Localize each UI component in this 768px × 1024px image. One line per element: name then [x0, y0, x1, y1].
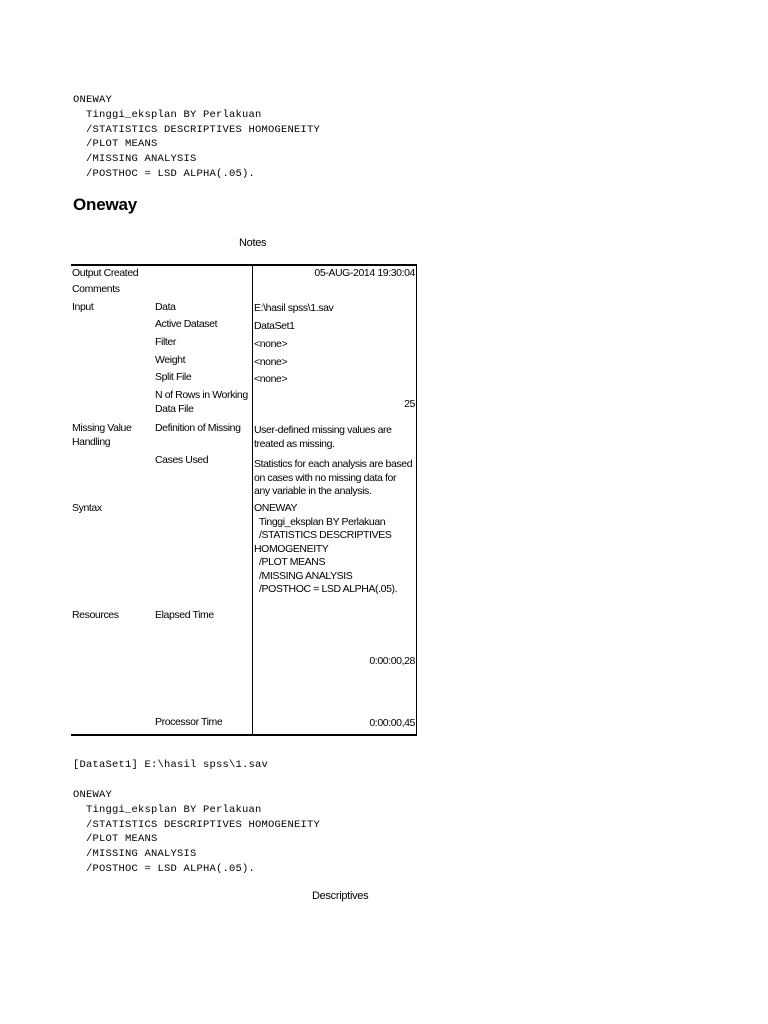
active-dataset-value: DataSet1: [254, 320, 295, 332]
row-label-elapsed-time: Elapsed Time: [155, 609, 214, 621]
syntax-line: ONEWAY: [73, 94, 113, 106]
table-title: Notes: [239, 237, 267, 249]
syntax-line: /MISSING ANALYSIS: [73, 153, 197, 166]
syntax-line: Tinggi_eksplan BY Perlakuan: [73, 803, 262, 816]
syntax-line: /PLOT MEANS: [73, 833, 158, 846]
section-heading: Oneway: [73, 195, 137, 214]
output-created-value: 05-AUG-2014 19:30:04: [314, 267, 415, 279]
elapsed-time-value: 0:00:00,28: [369, 655, 415, 667]
syntax-line: /STATISTICS DESCRIPTIVES HOMOGENEITY: [73, 123, 321, 136]
row-label-active-dataset: Active Dataset: [155, 318, 218, 330]
filter-value: <none>: [254, 338, 288, 350]
syntax-line: /POSTHOC = LSD ALPHA(.05).: [73, 862, 256, 875]
processor-time-value: 0:00:00,45: [369, 717, 415, 729]
table-right-border: [416, 266, 417, 734]
syntax-line: /PLOT MEANS: [73, 138, 158, 151]
table-title: Descriptives: [312, 890, 369, 902]
row-label-missing-value-handling: Missing Value Handling: [72, 422, 132, 448]
syntax-line: ONEWAY: [73, 789, 113, 801]
syntax-block: [73, 788, 320, 877]
syntax-line: /MISSING ANALYSIS: [73, 848, 197, 861]
row-label-filter: Filter: [155, 336, 176, 348]
syntax-line: Tinggi_eksplan BY Perlakuan: [73, 108, 262, 121]
row-label-resources: Resources: [72, 609, 119, 621]
definition-value: User-defined missing values are treated as missing.: [254, 424, 392, 450]
row-label-data: Data: [155, 301, 176, 313]
row-label-syntax: Syntax: [72, 502, 102, 514]
cases-used-value: Statistics for each analysis are based on cases with no missing data for any variable in the analysis.: [254, 458, 413, 497]
row-label-output-created: Output Created: [72, 267, 139, 279]
n-rows-value: 25: [404, 398, 415, 410]
syntax-value: ONEWAY Tinggi_eksplan BY Perlakuan /STATISTICS DESCRIPTIVES HOMOGENEITY /PLOT MEANS /MISSING ANALYSIS /POSTHOC = LSD ALPHA(.05).: [254, 502, 398, 595]
row-label-definition-of-missing: Definition of Missing: [155, 422, 241, 434]
split-file-value: <none>: [254, 373, 288, 385]
row-label-n-rows: N of Rows in Working Data File: [155, 389, 248, 415]
row-label-processor-time: Processor Time: [155, 716, 223, 728]
row-label-cases-used: Cases Used: [155, 454, 209, 466]
syntax-line: /STATISTICS DESCRIPTIVES HOMOGENEITY: [73, 818, 321, 831]
syntax-line: /POSTHOC = LSD ALPHA(.05).: [73, 167, 256, 180]
data-value: E:\hasil spss\1.sav: [254, 302, 334, 314]
row-label-comments: Comments: [72, 283, 120, 295]
dataset-line: [DataSet1] E:\hasil spss\1.sav: [73, 759, 269, 771]
row-label-weight: Weight: [155, 354, 186, 366]
row-label-split-file: Split File: [155, 371, 192, 383]
weight-value: <none>: [254, 356, 288, 368]
row-label-input: Input: [72, 301, 94, 313]
notes-table: [71, 264, 417, 736]
column-divider: [252, 266, 253, 734]
syntax-block: [73, 93, 320, 182]
